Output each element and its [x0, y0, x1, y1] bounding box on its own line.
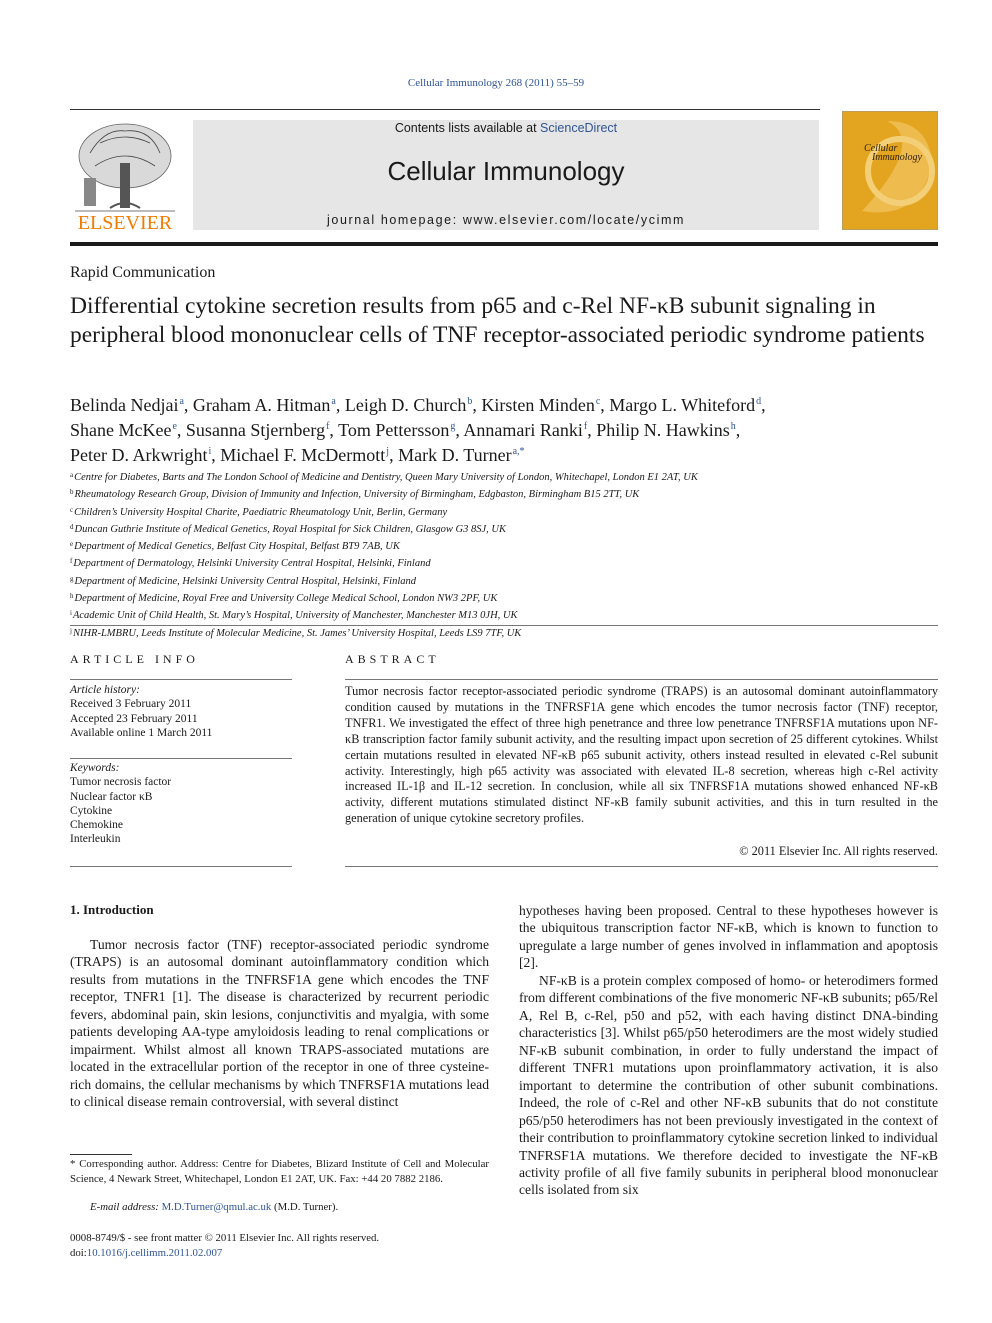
- contents-line: [193, 121, 819, 135]
- affiliation-item: [70, 606, 940, 623]
- author-affiliation-marker[interactable]: d: [756, 396, 762, 407]
- header-thick-rule: [70, 242, 938, 246]
- journal-citation[interactable]: Cellular Immunology 268 (2011) 55–59: [407, 77, 585, 89]
- email-label: E-mail address:: [90, 1201, 162, 1213]
- affiliation-text: Department of Dermatology, Helsinki University Central Hospital, Helsinki, Finland: [73, 558, 431, 570]
- affiliation-text: Centre for Diabetes, Barts and The London School of Medicine and Dentistry, Queen Mary University of London, Whitechapel, London E1 2AT, UK: [74, 472, 698, 483]
- affiliation-key: e: [70, 540, 74, 549]
- author-affiliation-marker[interactable]: f: [326, 421, 330, 432]
- abstract-text: Tumor necrosis factor receptor-associated periodic syndrome (TRAPS) is an autosomal dominant autoinflammatory condition caused by mutations in the TNFRSF1A gene which encodes the tumor necrosis factor (TNF) receptor, TNFR1. We investigated the effect of three high penetrance and three low penetrance TNFRSF1A mutations upon NF-κB transcription factor family subunit activity, and the resulting impact upon secretion of 25 different cytokines. Whilst certain mutations resulted in elevated NF-κB p65 subunit activity, others instead resulted in elevated c-Rel subunit activity. Interestingly, high p65 activity was associated with elevated IL-8 secretion, whereas high c-Rel activity increased IL-1β and IL-12 secretion. In conclusion, while all six TNFRSF1A mutations showed enhanced NF-κB activity, different mutations stimulated distinct NF-κB family subunit activities, and this in turn resulted in the generation of unique cytokine secretory profiles.: [345, 684, 938, 826]
- affiliation-key: b: [70, 488, 74, 497]
- author-affiliation-marker[interactable]: i: [208, 446, 212, 457]
- journal-cover: [842, 111, 938, 230]
- author-name: Mark D. Turner: [398, 445, 512, 465]
- affiliation-key: c: [70, 505, 74, 514]
- online-date: Available online 1 March 2011: [70, 726, 213, 739]
- affiliation-key: a: [70, 471, 74, 479]
- elsevier-wordmark: ELSEVIER: [77, 212, 173, 233]
- accepted-date: Accepted 23 February 2011: [70, 712, 198, 725]
- affiliation-item: [70, 554, 940, 571]
- affiliation-item: [70, 537, 940, 554]
- article-info-heading: ARTICLE INFO: [70, 652, 199, 666]
- author-affiliation-marker[interactable]: g: [450, 421, 456, 432]
- doi-line: [70, 1246, 379, 1261]
- affiliation-item: [70, 503, 940, 520]
- homepage-prefix: journal homepage:: [327, 213, 463, 227]
- author-name: Leigh D. Church: [344, 395, 467, 415]
- keywords-label: Keywords:: [70, 762, 120, 774]
- affiliation-text: Academic Unit of Child Health, St. Mary’s Hospital, University of Manchester, Manchester M13 0JH, UK: [72, 610, 518, 622]
- affiliation-text: Duncan Guthrie Institute of Medical Genetics, Royal Hospital for Sick Children, Glasgow G3 8SJ, UK: [74, 523, 507, 535]
- author-affiliation-marker[interactable]: h: [730, 421, 736, 432]
- author-name: Kirsten Minden: [481, 395, 595, 415]
- affiliation-rule: [70, 625, 938, 626]
- article-info-rule: [70, 679, 292, 680]
- article-info-bottom-rule: [70, 866, 292, 867]
- doi-link[interactable]: 10.1016/j.cellimm.2011.02.007: [86, 1246, 223, 1259]
- author-affiliation-marker[interactable]: a,*: [512, 446, 525, 457]
- author-affiliation-marker[interactable]: a: [331, 396, 336, 407]
- keyword: Cytokine: [70, 804, 113, 817]
- affiliation-list: [70, 468, 940, 641]
- author-list: Belinda Nedjai$^a$, Graham A. Hitman$^a$, Leigh D. Church$^b$, Kirsten Minden$^c$, Margo L. Whiteford$^d$, Shane McKee$^e$, Susanna Stjernberg$^f$, Tom Pettersson$^g$, Annamari Ranki$^f$, Philip N. Hawkins$^h$, Peter D. Arkwright$^i$, Michael F. McDermott$^j$, Mark D. Turner$^{a,*}$: [70, 395, 766, 465]
- affiliation-text: Children’s University Hospital Charite, Paediatric Rheumatology Unit, Berlin, Germany: [74, 506, 448, 518]
- author-affiliation-marker[interactable]: f: [583, 421, 588, 432]
- affiliation-key: g: [70, 574, 74, 583]
- affiliation-item: [70, 624, 940, 641]
- article-type: Rapid Communication: [70, 264, 216, 281]
- cover-title-2: Immunology: [872, 152, 922, 163]
- author-affiliation-marker[interactable]: b: [467, 396, 473, 407]
- keyword: Interleukin: [70, 833, 121, 846]
- author-affiliation-marker[interactable]: e: [172, 421, 177, 432]
- abstract-heading: ABSTRACT: [345, 652, 440, 666]
- author-name: Shane McKee: [70, 420, 172, 440]
- email-line: [90, 1201, 338, 1213]
- article-title: Differential cytokine secretion results from p65 and c-Rel NF-κB subunit signaling in peripheral blood mononuclear cells of TNF receptor-associated periodic syndrome patients: [70, 293, 925, 348]
- intro-paragraph-right-1: hypotheses having been proposed. Central to these hypotheses however is the ubiquitous transcription factor NF-κB, which is known to function to upregulate a large number of genes involved in inflammation and apoptosis [2].: [519, 903, 938, 971]
- homepage-url[interactable]: www.elsevier.com/locate/ycimm: [462, 213, 685, 227]
- author-name: Graham A. Hitman: [192, 395, 331, 415]
- abstract-bottom-rule: [345, 866, 938, 867]
- email-suffix: (M.D. Turner).: [271, 1201, 339, 1213]
- affiliation-text: Department of Medicine, Helsinki University Central Hospital, Helsinki, Finland: [74, 575, 416, 587]
- affiliation-text: Department of Medical Genetics, Belfast City Hospital, Belfast BT9 7AB, UK: [74, 541, 400, 553]
- journal-homepage: [193, 213, 819, 227]
- author-name: Belinda Nedjai: [70, 395, 179, 415]
- author-name: Tom Pettersson: [338, 420, 450, 440]
- intro-paragraph-left: Tumor necrosis factor (TNF) receptor-associated periodic syndrome (TRAPS) is an autosomal dominant autoinflammatory condition which results from mutations in the TNFRSF1A gene which encodes the TNF receptor, TNFR1 [1]. The disease is characterized by recurrent periodic fevers, abdominal pain, skin lesions, conjunctivitis and myalgia, with some patients developing AA-type amyloidosis leading to renal complications or impairment. Whilst almost all known TRAPS-associated mutations are located in the extracellular portion of the receptor in one of three cysteine-rich domains, the cellular mechanisms by which TNFRSF1A mutations lead to clinical disease remain controversial, with several distinct: [70, 937, 489, 1110]
- author-name: Peter D. Arkwright: [70, 445, 208, 465]
- author-affiliation-marker[interactable]: j: [386, 446, 390, 457]
- affiliation-key: i: [70, 609, 72, 618]
- author-name: Margo L. Whiteford: [609, 395, 756, 415]
- corresponding-author-footnote: * Corresponding author. Address: Centre for Diabetes, Blizard Institute of Cell and Molecular Science, 4 Newark Street, Whitechapel, London E1 2AT, UK. Fax: +44 20 7882 2186.: [70, 1158, 489, 1185]
- affiliation-key: d: [70, 522, 74, 531]
- keywords: [70, 761, 292, 847]
- keyword: Chemokine: [70, 819, 124, 832]
- contents-prefix: Contents lists available at: [394, 121, 541, 135]
- article-history: [70, 683, 292, 740]
- keyword: Tumor necrosis factor: [70, 776, 172, 789]
- elsevier-tree-icon: [70, 118, 180, 233]
- author-name: Susanna Stjernberg: [185, 420, 326, 440]
- cover-title-1: Cellular: [864, 143, 898, 154]
- introduction-heading: 1. Introduction: [70, 902, 154, 917]
- affiliation-item: [70, 468, 940, 485]
- email-link[interactable]: M.D.Turner@qmul.ac.uk: [161, 1201, 272, 1213]
- affiliation-text: NIHR-LMBRU, Leeds Institute of Molecular Medicine, St. James’ University Hospital, Leeds LS9 7TF, UK: [72, 627, 522, 639]
- journal-cover-image: [842, 111, 938, 230]
- history-label: Article history:: [70, 684, 140, 696]
- affiliation-key: f: [70, 557, 73, 566]
- abstract-rule: [345, 679, 938, 680]
- affiliation-item: [70, 520, 940, 537]
- header-rule: [70, 109, 820, 110]
- affiliation-item: [70, 485, 940, 502]
- affiliation-item: [70, 589, 940, 606]
- received-date: Received 3 February 2011: [70, 698, 192, 711]
- author-affiliation-marker[interactable]: c: [595, 396, 601, 407]
- affiliation-text: Department of Medicine, Royal Free and University College Medical School, London NW3 2PF, UK: [74, 593, 498, 605]
- affiliation-key: h: [70, 592, 74, 601]
- author-name: Annamari Ranki: [463, 420, 583, 440]
- intro-paragraph-right-2: NF-κB is a protein complex composed of homo- or heterodimers formed from different combinations of the five monomeric NF-κB subunits; p65/Rel A, Rel B, c-Rel, p50 and p52, with each having distinct DNA-binding characteristics [3]. Whilst p65/p50 heterodimers are the most widely studied NF-κB subunit combination, in order to fully understand the impact of different TNFR1 mutations upon proinflammatory activation, it is also important to determine the contribution of other subunit combinations. Indeed, the role of c-Rel and other NF-κB subunits that do not constitute p65/p50 heterodimers has not been previously investigated in the context of their contribution to proinflammatory cytokine secretion linked to individual TNFRSF1A mutations. We therefore decided to investigate the NF-κB activity profile of all five family subunits in peripheral blood mononuclear cells isolated from six: [519, 973, 938, 1198]
- affiliation-key: j: [70, 626, 72, 635]
- sciencedirect-link[interactable]: ScienceDirect: [540, 121, 618, 135]
- abstract-copyright: © 2011 Elsevier Inc. All rights reserved.: [739, 844, 938, 858]
- keyword: Nuclear factor κB: [70, 790, 153, 803]
- issn-text: 0008-8749/$ - see front matter © 2011 Elsevier Inc. All rights reserved.: [70, 1232, 380, 1244]
- journal-title: Cellular Immunology: [387, 156, 625, 186]
- keywords-rule: [70, 758, 292, 759]
- affiliation-item: [70, 572, 940, 589]
- author-name: Philip N. Hawkins: [596, 420, 730, 440]
- doi-label: doi:: [70, 1246, 87, 1259]
- affiliation-text: Rheumatology Research Group, Division of Immunity and Infection, University of Birmingham, Edgbaston, Birmingham B15 2TT, UK: [74, 489, 640, 501]
- elsevier-logo: [70, 118, 180, 233]
- issn-line: [70, 1231, 379, 1260]
- footnote-rule: [70, 1154, 132, 1155]
- author-name: Michael F. McDermott: [220, 445, 386, 465]
- author-affiliation-marker[interactable]: a: [179, 396, 184, 407]
